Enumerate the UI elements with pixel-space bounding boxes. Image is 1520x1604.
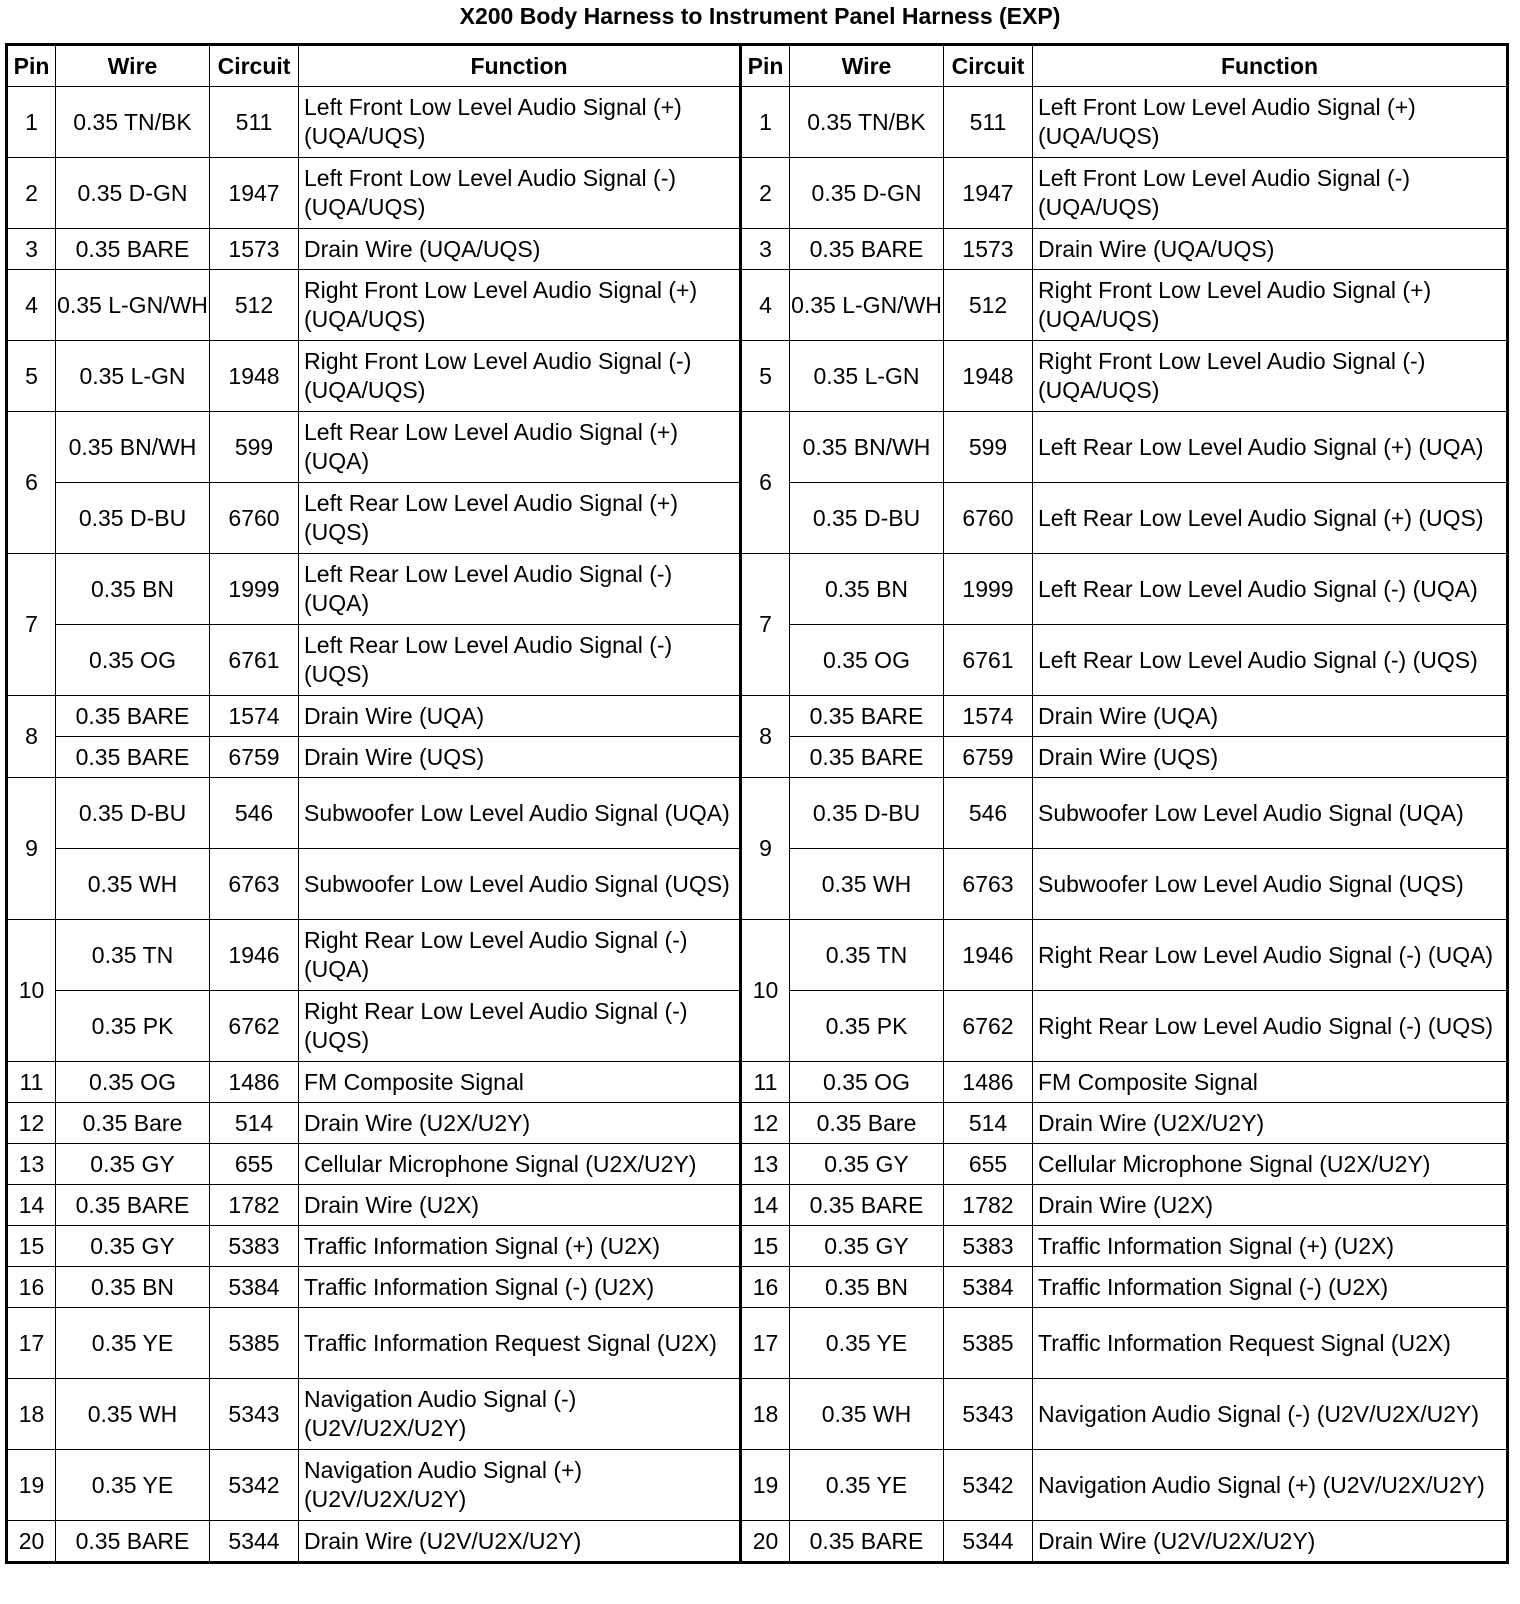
function-cell-right: Drain Wire (U2V/U2X/U2Y) — [1033, 1521, 1508, 1563]
wire-cell-right: 0.35 BARE — [790, 696, 944, 737]
wire-cell: 0.35 TN — [56, 920, 210, 991]
pin-cell-right: 4 — [741, 270, 790, 341]
header-function: Function — [299, 45, 741, 87]
wire-cell: 0.35 OG — [56, 625, 210, 696]
circuit-cell-right: 1573 — [944, 229, 1033, 270]
circuit-cell: 1947 — [210, 158, 299, 229]
function-cell: Right Front Low Level Audio Signal (+) (UQA/UQS) — [299, 270, 741, 341]
function-cell-right: Left Front Low Level Audio Signal (-) (UQA/UQS) — [1033, 158, 1508, 229]
pin-cell-right: 15 — [741, 1226, 790, 1267]
circuit-cell-right: 5384 — [944, 1267, 1033, 1308]
function-cell: FM Composite Signal — [299, 1062, 741, 1103]
pin-cell: 12 — [7, 1103, 56, 1144]
function-cell: Traffic Information Signal (+) (U2X) — [299, 1226, 741, 1267]
pin-cell-right: 9 — [741, 778, 790, 920]
function-cell-right: Drain Wire (U2X/U2Y) — [1033, 1103, 1508, 1144]
function-cell-right: Left Rear Low Level Audio Signal (+) (UQA) — [1033, 412, 1508, 483]
pin-cell: 15 — [7, 1226, 56, 1267]
pin-cell: 13 — [7, 1144, 56, 1185]
wire-cell: 0.35 TN/BK — [56, 87, 210, 158]
table-row — [7, 341, 1508, 412]
pin-cell-right: 1 — [741, 87, 790, 158]
function-cell: Drain Wire (UQA/UQS) — [299, 229, 741, 270]
wire-cell-right: 0.35 GY — [790, 1226, 944, 1267]
pin-cell-right: 12 — [741, 1103, 790, 1144]
function-cell: Drain Wire (U2V/U2X/U2Y) — [299, 1521, 741, 1563]
pin-cell-right: 7 — [741, 554, 790, 696]
function-cell-right: Traffic Information Request Signal (U2X) — [1033, 1308, 1508, 1379]
circuit-cell: 5383 — [210, 1226, 299, 1267]
table-row — [7, 554, 1508, 625]
wire-cell-right: 0.35 D-BU — [790, 483, 944, 554]
wire-cell-right: 0.35 BARE — [790, 229, 944, 270]
circuit-cell-right: 655 — [944, 1144, 1033, 1185]
circuit-cell: 5342 — [210, 1450, 299, 1521]
circuit-cell-right: 514 — [944, 1103, 1033, 1144]
circuit-cell-right: 512 — [944, 270, 1033, 341]
table-row — [7, 158, 1508, 229]
circuit-cell: 1486 — [210, 1062, 299, 1103]
header-wire-right: Wire — [790, 45, 944, 87]
table-row — [7, 1521, 1508, 1563]
header-row — [7, 45, 1508, 87]
function-cell-right: Subwoofer Low Level Audio Signal (UQA) — [1033, 778, 1508, 849]
wire-cell: 0.35 BARE — [56, 737, 210, 778]
wire-cell-right: 0.35 GY — [790, 1144, 944, 1185]
circuit-cell: 6759 — [210, 737, 299, 778]
wire-cell: 0.35 OG — [56, 1062, 210, 1103]
pin-cell-right: 11 — [741, 1062, 790, 1103]
wire-cell-right: 0.35 BARE — [790, 1521, 944, 1563]
pin-cell: 11 — [7, 1062, 56, 1103]
pin-cell-right: 19 — [741, 1450, 790, 1521]
function-cell-right: Right Rear Low Level Audio Signal (-) (UQS) — [1033, 991, 1508, 1062]
wire-cell: 0.35 L-GN/WH — [56, 270, 210, 341]
circuit-cell: 6762 — [210, 991, 299, 1062]
circuit-cell: 5384 — [210, 1267, 299, 1308]
pin-cell-right: 8 — [741, 696, 790, 778]
wire-cell: 0.35 BARE — [56, 1521, 210, 1563]
function-cell: Left Front Low Level Audio Signal (+) (UQA/UQS) — [299, 87, 741, 158]
function-cell-right: Cellular Microphone Signal (U2X/U2Y) — [1033, 1144, 1508, 1185]
pin-cell: 7 — [7, 554, 56, 696]
function-cell-right: Navigation Audio Signal (+) (U2V/U2X/U2Y) — [1033, 1450, 1508, 1521]
circuit-cell-right: 5343 — [944, 1379, 1033, 1450]
circuit-cell: 1782 — [210, 1185, 299, 1226]
wire-cell-right: 0.35 OG — [790, 1062, 944, 1103]
circuit-cell-right: 511 — [944, 87, 1033, 158]
pin-cell: 16 — [7, 1267, 56, 1308]
function-cell-right: Traffic Information Signal (+) (U2X) — [1033, 1226, 1508, 1267]
pin-cell-right: 6 — [741, 412, 790, 554]
function-cell: Left Front Low Level Audio Signal (-) (UQA/UQS) — [299, 158, 741, 229]
circuit-cell-right: 5342 — [944, 1450, 1033, 1521]
pin-cell: 19 — [7, 1450, 56, 1521]
function-cell-right: Right Rear Low Level Audio Signal (-) (UQA) — [1033, 920, 1508, 991]
wire-cell-right: 0.35 TN — [790, 920, 944, 991]
header-circuit: Circuit — [210, 45, 299, 87]
function-cell-right: Left Rear Low Level Audio Signal (-) (UQS) — [1033, 625, 1508, 696]
circuit-cell-right: 1574 — [944, 696, 1033, 737]
pin-cell-right: 10 — [741, 920, 790, 1062]
function-cell: Left Rear Low Level Audio Signal (-) (UQS) — [299, 625, 741, 696]
pin-cell-right: 16 — [741, 1267, 790, 1308]
circuit-cell: 1948 — [210, 341, 299, 412]
circuit-cell: 6763 — [210, 849, 299, 920]
function-cell-right: Navigation Audio Signal (-) (U2V/U2X/U2Y) — [1033, 1379, 1508, 1450]
wire-cell: 0.35 PK — [56, 991, 210, 1062]
circuit-cell-right: 5344 — [944, 1521, 1033, 1563]
function-cell-right: Right Front Low Level Audio Signal (-) (UQA/UQS) — [1033, 341, 1508, 412]
circuit-cell: 1946 — [210, 920, 299, 991]
table-row — [7, 1062, 1508, 1103]
circuit-cell: 5343 — [210, 1379, 299, 1450]
circuit-cell-right: 6762 — [944, 991, 1033, 1062]
function-cell-right: Drain Wire (UQA) — [1033, 696, 1508, 737]
circuit-cell: 546 — [210, 778, 299, 849]
function-cell: Right Rear Low Level Audio Signal (-) (UQS) — [299, 991, 741, 1062]
function-cell-right: Left Front Low Level Audio Signal (+) (UQA/UQS) — [1033, 87, 1508, 158]
function-cell: Cellular Microphone Signal (U2X/U2Y) — [299, 1144, 741, 1185]
wire-cell-right: 0.35 PK — [790, 991, 944, 1062]
function-cell-right: Drain Wire (UQA/UQS) — [1033, 229, 1508, 270]
circuit-cell: 512 — [210, 270, 299, 341]
table-body — [7, 87, 1508, 1563]
function-cell: Right Rear Low Level Audio Signal (-) (UQA) — [299, 920, 741, 991]
function-cell-right: Left Rear Low Level Audio Signal (-) (UQA) — [1033, 554, 1508, 625]
function-cell: Drain Wire (UQS) — [299, 737, 741, 778]
function-cell: Navigation Audio Signal (-) (U2V/U2X/U2Y) — [299, 1379, 741, 1450]
wire-cell: 0.35 BN/WH — [56, 412, 210, 483]
circuit-cell: 511 — [210, 87, 299, 158]
pin-cell-right: 14 — [741, 1185, 790, 1226]
function-cell-right: Left Rear Low Level Audio Signal (+) (UQS) — [1033, 483, 1508, 554]
wire-cell-right: 0.35 BN — [790, 554, 944, 625]
circuit-cell-right: 6760 — [944, 483, 1033, 554]
function-cell-right: Right Front Low Level Audio Signal (+) (UQA/UQS) — [1033, 270, 1508, 341]
circuit-cell-right: 5383 — [944, 1226, 1033, 1267]
pin-cell: 1 — [7, 87, 56, 158]
circuit-cell-right: 546 — [944, 778, 1033, 849]
wire-cell-right: 0.35 WH — [790, 849, 944, 920]
circuit-cell-right: 1948 — [944, 341, 1033, 412]
wire-cell: 0.35 BARE — [56, 696, 210, 737]
wire-cell-right: 0.35 L-GN — [790, 341, 944, 412]
table-row — [7, 696, 1508, 737]
table-row — [7, 778, 1508, 849]
pin-cell: 8 — [7, 696, 56, 778]
wire-cell-right: 0.35 L-GN/WH — [790, 270, 944, 341]
pin-cell-right: 5 — [741, 341, 790, 412]
table-row — [7, 270, 1508, 341]
wire-cell: 0.35 YE — [56, 1450, 210, 1521]
pin-cell: 20 — [7, 1521, 56, 1563]
wire-cell-right: 0.35 Bare — [790, 1103, 944, 1144]
circuit-cell-right: 1782 — [944, 1185, 1033, 1226]
table-row — [7, 1103, 1508, 1144]
circuit-cell: 599 — [210, 412, 299, 483]
wire-cell: 0.35 L-GN — [56, 341, 210, 412]
pin-cell: 17 — [7, 1308, 56, 1379]
pin-cell: 9 — [7, 778, 56, 920]
table-row — [7, 920, 1508, 991]
header-pin-right: Pin — [741, 45, 790, 87]
function-cell: Subwoofer Low Level Audio Signal (UQS) — [299, 849, 741, 920]
pin-cell-right: 3 — [741, 229, 790, 270]
circuit-cell: 655 — [210, 1144, 299, 1185]
wire-cell: 0.35 D-GN — [56, 158, 210, 229]
function-cell: Left Rear Low Level Audio Signal (+) (UQA) — [299, 412, 741, 483]
wire-cell-right: 0.35 YE — [790, 1308, 944, 1379]
wire-cell: 0.35 BARE — [56, 229, 210, 270]
table-row — [7, 1226, 1508, 1267]
pin-cell: 6 — [7, 412, 56, 554]
wire-cell-right: 0.35 D-BU — [790, 778, 944, 849]
circuit-cell: 5344 — [210, 1521, 299, 1563]
circuit-cell-right: 1947 — [944, 158, 1033, 229]
function-cell: Drain Wire (UQA) — [299, 696, 741, 737]
circuit-cell: 1574 — [210, 696, 299, 737]
wire-cell-right: 0.35 WH — [790, 1379, 944, 1450]
circuit-cell-right: 599 — [944, 412, 1033, 483]
table-row — [7, 412, 1508, 483]
wire-cell: 0.35 BN — [56, 1267, 210, 1308]
pin-cell-right: 2 — [741, 158, 790, 229]
function-cell: Left Rear Low Level Audio Signal (+) (UQS) — [299, 483, 741, 554]
wire-cell: 0.35 YE — [56, 1308, 210, 1379]
function-cell: Traffic Information Signal (-) (U2X) — [299, 1267, 741, 1308]
pin-cell: 14 — [7, 1185, 56, 1226]
function-cell-right: Traffic Information Signal (-) (U2X) — [1033, 1267, 1508, 1308]
function-cell: Left Rear Low Level Audio Signal (-) (UQA) — [299, 554, 741, 625]
circuit-cell-right: 1946 — [944, 920, 1033, 991]
wire-cell-right: 0.35 BN/WH — [790, 412, 944, 483]
wire-cell: 0.35 BN — [56, 554, 210, 625]
pin-cell: 5 — [7, 341, 56, 412]
circuit-cell-right: 1486 — [944, 1062, 1033, 1103]
pin-cell-right: 18 — [741, 1379, 790, 1450]
function-cell: Drain Wire (U2X) — [299, 1185, 741, 1226]
circuit-cell-right: 6759 — [944, 737, 1033, 778]
wire-cell-right: 0.35 TN/BK — [790, 87, 944, 158]
table-row — [7, 229, 1508, 270]
circuit-cell: 1999 — [210, 554, 299, 625]
function-cell: Traffic Information Request Signal (U2X) — [299, 1308, 741, 1379]
wire-cell: 0.35 GY — [56, 1226, 210, 1267]
circuit-cell: 5385 — [210, 1308, 299, 1379]
table-row — [7, 1308, 1508, 1379]
circuit-cell-right: 6763 — [944, 849, 1033, 920]
circuit-cell: 6761 — [210, 625, 299, 696]
function-cell-right: Subwoofer Low Level Audio Signal (UQS) — [1033, 849, 1508, 920]
wire-cell: 0.35 WH — [56, 849, 210, 920]
pin-cell: 4 — [7, 270, 56, 341]
wire-cell-right: 0.35 BARE — [790, 737, 944, 778]
function-cell: Subwoofer Low Level Audio Signal (UQA) — [299, 778, 741, 849]
wire-cell-right: 0.35 YE — [790, 1450, 944, 1521]
header-function-right: Function — [1033, 45, 1508, 87]
circuit-cell-right: 6761 — [944, 625, 1033, 696]
function-cell: Navigation Audio Signal (+) (U2V/U2X/U2Y) — [299, 1450, 741, 1521]
wire-cell-right: 0.35 BARE — [790, 1185, 944, 1226]
wire-cell: 0.35 BARE — [56, 1185, 210, 1226]
wire-cell-right: 0.35 BN — [790, 1267, 944, 1308]
function-cell: Right Front Low Level Audio Signal (-) (UQA/UQS) — [299, 341, 741, 412]
pin-cell: 18 — [7, 1379, 56, 1450]
pin-cell-right: 13 — [741, 1144, 790, 1185]
wire-cell-right: 0.35 OG — [790, 625, 944, 696]
function-cell-right: Drain Wire (U2X) — [1033, 1185, 1508, 1226]
wire-cell: 0.35 WH — [56, 1379, 210, 1450]
table-row — [7, 1379, 1508, 1450]
pin-cell-right: 17 — [741, 1308, 790, 1379]
function-cell: Drain Wire (U2X/U2Y) — [299, 1103, 741, 1144]
circuit-cell-right: 5385 — [944, 1308, 1033, 1379]
pin-cell: 10 — [7, 920, 56, 1062]
table-row — [7, 1185, 1508, 1226]
wire-cell: 0.35 D-BU — [56, 778, 210, 849]
header-wire: Wire — [56, 45, 210, 87]
pinout-table — [5, 43, 1509, 1564]
circuit-cell: 1573 — [210, 229, 299, 270]
wire-cell: 0.35 Bare — [56, 1103, 210, 1144]
function-cell-right: Drain Wire (UQS) — [1033, 737, 1508, 778]
pin-cell-right: 20 — [741, 1521, 790, 1563]
pin-cell: 3 — [7, 229, 56, 270]
circuit-cell: 514 — [210, 1103, 299, 1144]
circuit-cell: 6760 — [210, 483, 299, 554]
page-title: X200 Body Harness to Instrument Panel Harness (EXP) — [459, 3, 1061, 29]
header-pin: Pin — [7, 45, 56, 87]
function-cell-right: FM Composite Signal — [1033, 1062, 1508, 1103]
table-row — [7, 1450, 1508, 1521]
wire-cell-right: 0.35 D-GN — [790, 158, 944, 229]
header-circuit-right: Circuit — [944, 45, 1033, 87]
table-row — [7, 87, 1508, 158]
table-row — [7, 1144, 1508, 1185]
circuit-cell-right: 1999 — [944, 554, 1033, 625]
table-row — [7, 1267, 1508, 1308]
pin-cell: 2 — [7, 158, 56, 229]
wire-cell: 0.35 GY — [56, 1144, 210, 1185]
wire-cell: 0.35 D-BU — [56, 483, 210, 554]
